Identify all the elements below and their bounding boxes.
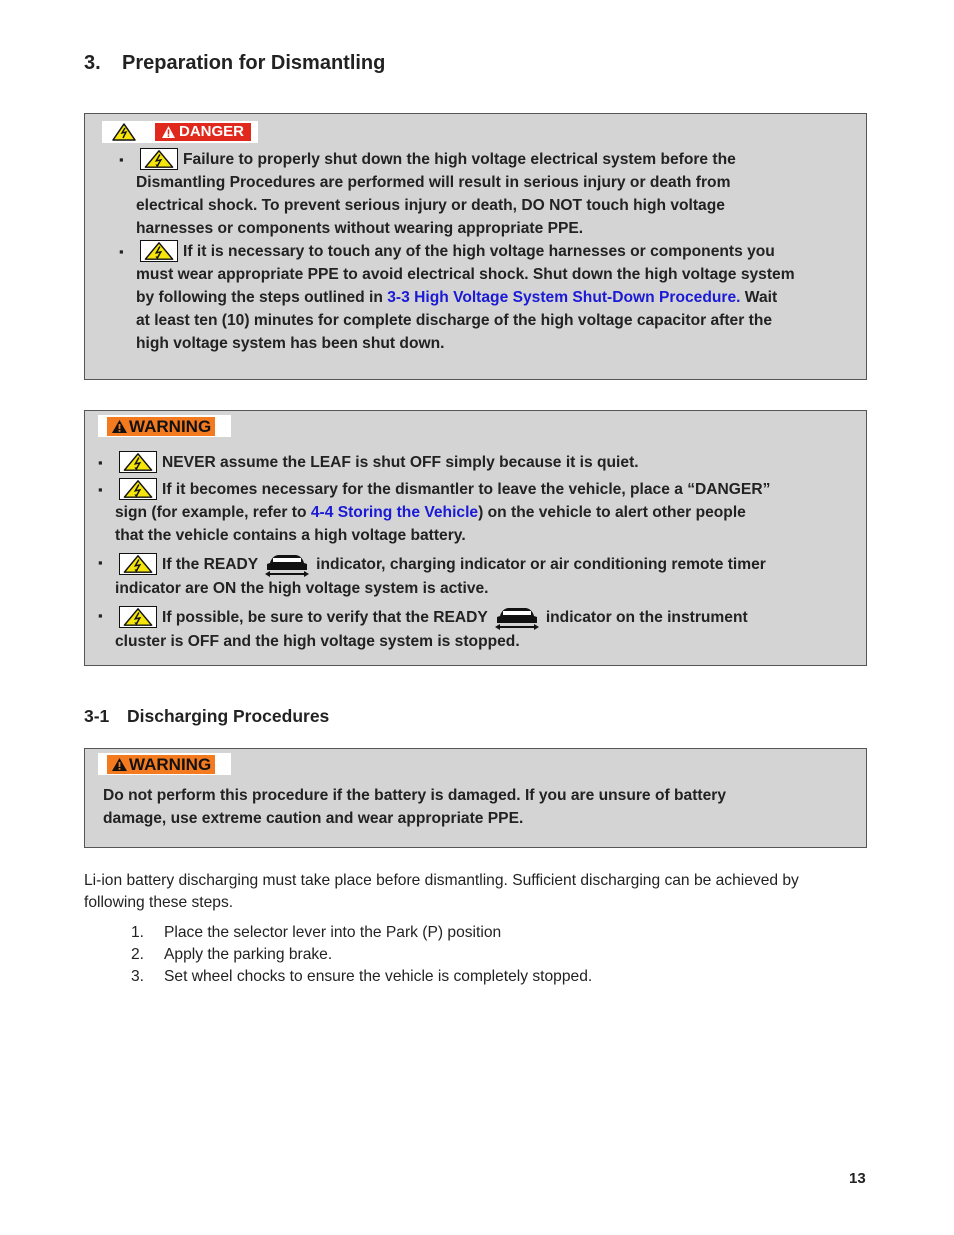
list-item xyxy=(98,451,865,474)
list-item xyxy=(98,551,865,600)
danger-signal-header xyxy=(102,121,258,143)
link-hv-shutdown-procedure[interactable]: 3-3 High Voltage System Shut-Down Procedure. xyxy=(387,289,741,306)
warning-item-2-line-2-end: ) on the vehicle to alert other people xyxy=(478,504,746,521)
list-item xyxy=(119,148,866,240)
high-voltage-icon xyxy=(111,122,137,142)
warning-item-4-post: indicator on the instrument xyxy=(545,609,748,626)
bullet: ▪ xyxy=(98,455,103,470)
warning-label xyxy=(107,755,215,774)
section-number: 3. xyxy=(84,52,101,74)
danger-label-text: DANGER xyxy=(179,123,245,140)
bullet: ▪ xyxy=(98,482,103,497)
high-voltage-icon xyxy=(140,148,178,170)
danger-item-1-line-3: electrical shock. To prevent serious injury or death, DO NOT touch high voltage xyxy=(136,197,725,214)
subsection-number: 3-1 xyxy=(84,706,110,726)
danger-label xyxy=(155,123,251,141)
ready-car-icon xyxy=(494,604,540,630)
list-item xyxy=(98,604,865,653)
section-title: Preparation for Dismantling xyxy=(122,52,386,74)
danger-item-2-line-3-end: Wait xyxy=(740,289,778,306)
danger-item-2-line-1: If it is necessary to touch any of the high voltage harnesses or components you xyxy=(183,243,775,260)
step-item xyxy=(84,944,592,966)
step-number: 2. xyxy=(131,946,145,963)
warning-item-4-pre: If possible, be sure to verify that the READY xyxy=(162,609,488,626)
step-item xyxy=(84,922,592,944)
step-text: Place the selector lever into the Park (P) position xyxy=(164,924,502,941)
warning-label xyxy=(107,417,215,436)
warning-text-line-1: Do not perform this procedure if the battery is damaged. If you are unsure of battery xyxy=(103,787,726,804)
high-voltage-icon xyxy=(119,606,157,628)
warning-item-2-line-1: If it becomes necessary for the dismantler to leave the vehicle, place a “DANGER” xyxy=(162,481,771,498)
subsection-title xyxy=(84,706,329,727)
warning-item-1: NEVER assume the LEAF is shut OFF simply because it is quiet. xyxy=(162,454,639,471)
warning-signal-header xyxy=(98,753,231,775)
danger-item-1-line-1: Failure to properly shut down the high voltage electrical system before the xyxy=(183,151,736,168)
warning-box xyxy=(84,410,867,666)
warning-label-text: WARNING xyxy=(129,754,212,774)
warning-list xyxy=(98,451,865,653)
step-text: Set wheel chocks to ensure the vehicle is completely stopped. xyxy=(164,968,593,985)
danger-item-2-line-5: high voltage system has been shut down. xyxy=(136,335,445,352)
steps-list xyxy=(84,922,592,988)
warning-label-text: WARNING xyxy=(129,416,212,436)
warning-text-line-2: damage, use extreme caution and wear appropriate PPE. xyxy=(103,809,524,827)
alert-triangle-icon xyxy=(161,125,176,139)
danger-item-2-line-4: at least ten (10) minutes for complete discharge of the high voltage capacitor after the xyxy=(136,312,773,329)
danger-item-2-line-3: by following the steps outlined in xyxy=(136,289,388,306)
warning-item-3-post: indicator, charging indicator or air conditioning remote timer xyxy=(316,556,766,573)
danger-item-2-line-2: must wear appropriate PPE to avoid electrical shock. Shut down the high voltage system xyxy=(136,266,795,283)
alert-triangle-icon xyxy=(111,419,128,434)
high-voltage-icon xyxy=(140,240,178,262)
danger-item-1-line-4: harnesses or components without wearing appropriate PPE. xyxy=(136,220,584,237)
warning-item-2-line-2: sign (for example, refer to xyxy=(115,504,311,521)
danger-box xyxy=(84,113,867,380)
link-storing-the-vehicle[interactable]: 4-4 Storing the Vehicle xyxy=(310,504,479,521)
ready-car-icon xyxy=(264,551,310,577)
step-item xyxy=(84,966,592,988)
step-number: 1. xyxy=(131,924,145,941)
bullet: ▪ xyxy=(98,555,103,570)
warning-item-3-pre: If the READY xyxy=(162,556,259,573)
warning-item-4-line-2: cluster is OFF and the high voltage system is stopped. xyxy=(115,633,520,650)
page-title xyxy=(84,52,385,75)
bullet: ▪ xyxy=(119,152,124,167)
warning-item-3-line-2: indicator are ON the high voltage system is active. xyxy=(115,580,489,597)
page-number: 13 xyxy=(849,1170,866,1187)
step-number: 3. xyxy=(131,968,145,985)
intro-line-1: Li-ion battery discharging must take place before dismantling. Sufficient discharging can be achieved by xyxy=(84,872,799,889)
warning-text xyxy=(103,785,843,830)
list-item xyxy=(119,240,866,355)
bullet: ▪ xyxy=(98,608,103,623)
alert-triangle-icon xyxy=(111,757,128,772)
intro-line-2: following these steps. xyxy=(84,894,234,911)
warning-box-discharging xyxy=(84,748,867,848)
danger-item-1-line-2: Dismantling Procedures are performed will result in serious injury or death from xyxy=(136,174,731,191)
high-voltage-icon xyxy=(119,451,157,473)
danger-list xyxy=(119,148,866,355)
intro-paragraph xyxy=(84,870,864,914)
bullet: ▪ xyxy=(119,244,124,259)
subsection-title-text: Discharging Procedures xyxy=(127,706,330,726)
step-text: Apply the parking brake. xyxy=(164,946,333,963)
high-voltage-icon xyxy=(119,553,157,575)
warning-signal-header xyxy=(98,415,231,437)
high-voltage-icon xyxy=(119,478,157,500)
list-item xyxy=(98,478,865,547)
warning-item-2-line-3: that the vehicle contains a high voltage battery. xyxy=(115,527,466,544)
